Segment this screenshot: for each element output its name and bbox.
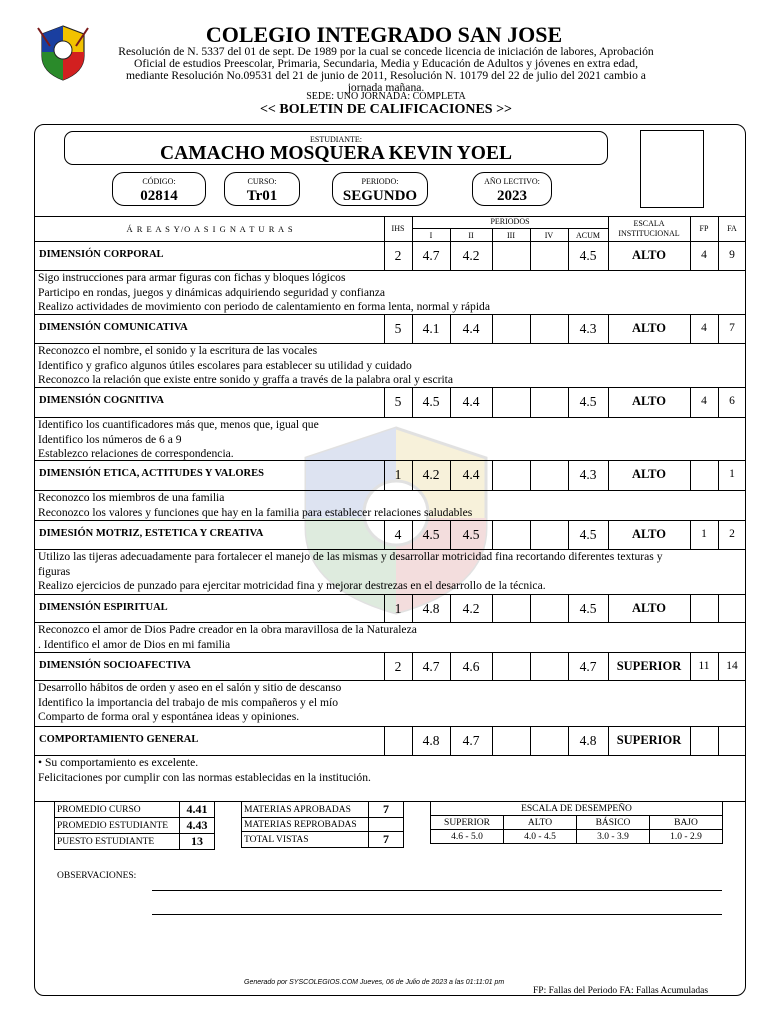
photo-placeholder bbox=[640, 130, 704, 208]
p4-header: IV bbox=[544, 231, 554, 240]
curso-value: Tr01 bbox=[246, 188, 278, 204]
column-divider bbox=[530, 241, 531, 270]
dimension-name: DIMENSIÓN ETICA, ACTITUDES Y VALORES bbox=[39, 468, 264, 479]
table-row bbox=[431, 816, 723, 830]
period-1-grade: 4.7 bbox=[422, 248, 440, 263]
escala-level: SUPERIOR bbox=[431, 816, 504, 830]
observaciones-line bbox=[152, 890, 722, 891]
dimension-name: DIMENSIÓN COMUNICATIVA bbox=[39, 322, 188, 333]
table-row bbox=[242, 832, 404, 848]
promedio-curso-value: 4.41 bbox=[180, 802, 215, 818]
p3-header: III bbox=[507, 231, 515, 240]
period-2-grade: 4.7 bbox=[462, 733, 480, 748]
aprobadas-label: MATERIAS APROBADAS bbox=[242, 802, 369, 818]
dimension-name: DIMENSIÓN CORPORAL bbox=[39, 249, 164, 260]
escala-range: 4.6 - 5.0 bbox=[431, 830, 504, 844]
escala-value: ALTO bbox=[631, 394, 667, 408]
ihs-value: 4 bbox=[394, 527, 402, 542]
acum-grade: 4.3 bbox=[579, 321, 597, 336]
competency-line: Reconozco los valores y funciones que hay en la familia para establecer relaciones saludables bbox=[38, 505, 473, 519]
competency-line: Reconozco el amor de Dios Padre creador en la obra maravillosa de la Naturaleza bbox=[38, 623, 417, 636]
period-2-grade: 4.4 bbox=[462, 467, 480, 482]
column-divider bbox=[530, 387, 531, 417]
report-title: << BOLETIN DE CALIFICACIONES >> bbox=[259, 102, 513, 117]
acum-grade: 4.5 bbox=[579, 527, 597, 542]
escala-value: ALTO bbox=[631, 321, 667, 335]
competency-line: Comparto de forma oral y espontánea ideas y opiniones. bbox=[38, 710, 300, 724]
ihs-value: 1 bbox=[394, 467, 402, 482]
acum-grade: 4.5 bbox=[579, 601, 597, 616]
periodo-value: SEGUNDO bbox=[342, 188, 418, 204]
column-divider bbox=[492, 520, 493, 549]
column-divider bbox=[492, 314, 493, 343]
competency-line: . Identifico el amor de Dios en mi familia bbox=[38, 637, 231, 651]
resolution-line: Resolución de N. 5337 del 01 de sept. De 1989 por la cual se concede licencia de iniciación de labores, Aprobación bbox=[118, 45, 654, 58]
reprobadas-value bbox=[369, 818, 404, 832]
period-2-grade: 4.6 bbox=[462, 659, 480, 674]
competency-line: • Su comportamiento es excelente. bbox=[38, 756, 199, 769]
dimension-name: DIMENSIÓN SOCIOAFECTIVA bbox=[39, 660, 191, 671]
column-divider bbox=[530, 228, 531, 241]
promedio-estudiante-label: PROMEDIO ESTUDIANTE bbox=[55, 818, 180, 834]
vistas-label: TOTAL VISTAS bbox=[242, 832, 369, 848]
period-2-grade: 4.5 bbox=[462, 527, 480, 542]
column-divider bbox=[718, 726, 719, 755]
codigo-label: CÓDIGO: bbox=[142, 177, 176, 186]
column-divider bbox=[492, 726, 493, 755]
column-divider bbox=[530, 652, 531, 680]
period-1-grade: 4.8 bbox=[422, 733, 440, 748]
period-1-grade: 4.2 bbox=[422, 467, 440, 482]
fp-value: 4 bbox=[701, 322, 707, 334]
escala-value: SUPERIOR bbox=[616, 659, 682, 673]
escala-level: BAJO bbox=[650, 816, 723, 830]
acum-grade: 4.8 bbox=[579, 733, 597, 748]
periodos-header: PERIODOS bbox=[490, 217, 530, 226]
fa-value: 6 bbox=[729, 395, 735, 407]
escala-header-line: INSTITUCIONAL bbox=[618, 229, 680, 238]
generated-note: Generado por SYSCOLEGIOS.COM Jueves, 06 de Julio de 2023 a las 01:11:01 pm bbox=[244, 979, 505, 986]
competency-line: Realizo actividades de movimiento con periodo de calentamiento en forma lenta, normal y rápida bbox=[38, 300, 490, 314]
ihs-value: 5 bbox=[394, 321, 402, 336]
competency-line: Reconozco la relación que existe entre sonido y graffa a través de la palabra oral y escrita bbox=[38, 373, 454, 387]
column-divider bbox=[492, 387, 493, 417]
period-2-grade: 4.4 bbox=[462, 394, 480, 409]
areas-header: Á R E A S Y/O A S I G N A T U R A S bbox=[126, 224, 294, 234]
escala-value: ALTO bbox=[631, 527, 667, 541]
column-divider bbox=[690, 460, 691, 490]
period-1-grade: 4.5 bbox=[422, 394, 440, 409]
competency-line: Identifico los cuantificadores más que, menos que, igual que bbox=[38, 418, 319, 431]
materias-table bbox=[241, 801, 404, 848]
column-divider bbox=[568, 228, 569, 241]
acum-grade: 4.5 bbox=[579, 248, 597, 263]
escala-header bbox=[608, 219, 690, 239]
competency-line: Utilizo las tijeras adecuadamente para fortalecer el manejo de las mismas y desarrollar motricidad fina recortando diferentes texturas y bbox=[38, 550, 663, 563]
column-divider bbox=[690, 726, 691, 755]
puesto-value: 13 bbox=[180, 834, 215, 850]
aprobadas-value: 7 bbox=[369, 802, 404, 818]
column-divider bbox=[492, 460, 493, 490]
column-divider bbox=[608, 216, 609, 241]
ihs-value: 2 bbox=[394, 659, 402, 674]
column-divider bbox=[530, 314, 531, 343]
competency-line: Establezco relaciones de correspondencia. bbox=[38, 447, 234, 461]
anio-value: 2023 bbox=[497, 188, 527, 204]
column-divider bbox=[450, 228, 451, 241]
fp-value: 1 bbox=[701, 528, 707, 540]
average-table bbox=[54, 801, 215, 850]
table-row bbox=[55, 834, 215, 850]
column-divider bbox=[690, 594, 691, 622]
competency-line: Participo en rondas, juegos y dinámicas adquiriendo seguridad y confianza bbox=[38, 285, 386, 299]
fp-header: FP bbox=[699, 224, 709, 233]
table-row bbox=[55, 802, 215, 818]
competency-line: Sigo instrucciones para armar figuras con fichas y bloques lógicos bbox=[38, 271, 346, 284]
competency-line: Identifico la importancia del trabajo de mis compañeros y el mío bbox=[38, 695, 339, 709]
escala-level: BÁSICO bbox=[577, 816, 650, 830]
fp-value: 11 bbox=[698, 660, 710, 672]
period-1-grade: 4.7 bbox=[422, 659, 440, 674]
competency-line: Reconozco el nombre, el sonido y la escritura de las vocales bbox=[38, 344, 318, 357]
period-1-grade: 4.1 bbox=[422, 321, 440, 336]
period-2-grade: 4.4 bbox=[462, 321, 480, 336]
ihs-value: 5 bbox=[394, 394, 402, 409]
table-row bbox=[431, 830, 723, 844]
resolution-text bbox=[96, 46, 676, 94]
fa-value: 1 bbox=[729, 468, 735, 480]
period-2-grade: 4.2 bbox=[462, 601, 480, 616]
competency-line: Desarrollo hábitos de orden y aseo en el salón y sitio de descanso bbox=[38, 681, 342, 694]
row-divider bbox=[35, 726, 746, 727]
escala-value: ALTO bbox=[631, 601, 667, 615]
vistas-value: 7 bbox=[369, 832, 404, 848]
fallas-legend: FP: Fallas del Periodo FA: Fallas Acumuladas bbox=[533, 986, 709, 996]
acum-grade: 4.7 bbox=[579, 659, 597, 674]
dimension-name: DIMESIÓN MOTRIZ, ESTETICA Y CREATIVA bbox=[39, 528, 264, 539]
curso-pill bbox=[224, 172, 300, 206]
acum-grade: 4.5 bbox=[579, 394, 597, 409]
column-divider bbox=[384, 216, 385, 241]
codigo-value: 02814 bbox=[140, 188, 178, 204]
fa-value: 14 bbox=[726, 660, 738, 672]
sede-line: SEDE: UNO JORNADA: COMPLETA bbox=[306, 91, 466, 102]
escala-desempeno-table bbox=[430, 801, 723, 844]
resolution-line: mediante Resolución No.09531 del 21 de junio de 2011, Resolución N. 10179 del 22 de julio del 2021 cambio a bbox=[126, 69, 646, 82]
acum-grade: 4.3 bbox=[579, 467, 597, 482]
escala-range: 4.0 - 4.5 bbox=[504, 830, 577, 844]
codigo-pill bbox=[112, 172, 206, 206]
fa-value: 2 bbox=[729, 528, 735, 540]
acum-header: ACUM bbox=[575, 231, 600, 240]
dimension-name: COMPORTAMIENTO GENERAL bbox=[39, 734, 199, 745]
column-divider bbox=[530, 594, 531, 622]
table-row bbox=[55, 818, 215, 834]
escala-title: ESCALA DE DESEMPEÑO bbox=[431, 802, 723, 816]
fa-header: FA bbox=[727, 224, 737, 233]
periodo-pill bbox=[332, 172, 428, 206]
fa-value: 7 bbox=[729, 322, 735, 334]
school-name: COLEGIO INTEGRADO SAN JOSE bbox=[205, 22, 563, 47]
promedio-curso-label: PROMEDIO CURSO bbox=[55, 802, 180, 818]
observaciones-line bbox=[152, 914, 722, 915]
student-name: CAMACHO MOSQUERA KEVIN YOEL bbox=[160, 143, 512, 164]
escala-value: ALTO bbox=[631, 248, 667, 262]
promedio-estudiante-value: 4.43 bbox=[180, 818, 215, 834]
column-divider bbox=[718, 594, 719, 622]
column-divider bbox=[718, 216, 719, 241]
competency-line: Felicitaciones por cumplir con las normas establecidas en la institución. bbox=[38, 770, 371, 784]
escala-level: ALTO bbox=[504, 816, 577, 830]
p1-header: I bbox=[429, 231, 433, 240]
escala-range: 3.0 - 3.9 bbox=[577, 830, 650, 844]
reprobadas-label: MATERIAS REPROBADAS bbox=[242, 818, 369, 832]
escala-value: SUPERIOR bbox=[616, 733, 682, 747]
escala-range: 1.0 - 2.9 bbox=[650, 830, 723, 844]
table-row bbox=[242, 818, 404, 832]
resolution-line: Oficial de estudios Preescolar, Primaria, Secundaria, Media y Educación de Adultos y jóvenes en extra edad, bbox=[133, 57, 639, 70]
curso-label: CURSO: bbox=[247, 177, 277, 186]
column-divider bbox=[492, 652, 493, 680]
competency-line: Realizo ejercicios de punzado para ejercitar motricidad fina y mejorar destrezas en el desarrollo de la técnica. bbox=[38, 579, 546, 593]
table-row bbox=[242, 802, 404, 818]
competency-line: Identifico y grafico algunos útiles escolares para establecer su utilidad y cuidado bbox=[38, 358, 412, 372]
puesto-label: PUESTO ESTUDIANTE bbox=[55, 834, 180, 850]
p2-header: II bbox=[468, 231, 474, 240]
anio-pill bbox=[472, 172, 552, 206]
column-divider bbox=[492, 594, 493, 622]
dimension-name: DIMENSIÓN ESPIRITUAL bbox=[39, 602, 168, 613]
ihs-value: 2 bbox=[394, 248, 402, 263]
observaciones-label: OBSERVACIONES: bbox=[57, 871, 137, 881]
ihs-value: 1 bbox=[394, 601, 402, 616]
column-divider bbox=[492, 241, 493, 270]
period-1-grade: 4.8 bbox=[422, 601, 440, 616]
column-divider bbox=[690, 216, 691, 241]
column-divider bbox=[412, 216, 413, 241]
column-divider bbox=[384, 726, 385, 755]
competency-line: Identifico los números de 6 a 9 bbox=[38, 432, 182, 446]
period-1-grade: 4.5 bbox=[422, 527, 440, 542]
resolution-line: jornada mañana. bbox=[347, 81, 425, 94]
fp-value: 4 bbox=[701, 395, 707, 407]
periodo-label: PERIODO: bbox=[361, 177, 399, 186]
fp-value: 4 bbox=[701, 249, 707, 261]
student-label: ESTUDIANTE: bbox=[310, 135, 362, 144]
column-divider bbox=[530, 460, 531, 490]
competency-line: figuras bbox=[38, 564, 71, 578]
fa-value: 9 bbox=[729, 249, 735, 261]
school-crest-icon bbox=[36, 22, 90, 84]
dimension-name: DIMENSIÓN COGNITIVA bbox=[39, 395, 164, 406]
period-2-grade: 4.2 bbox=[462, 248, 480, 263]
escala-value: ALTO bbox=[631, 467, 667, 481]
escala-header-line: ESCALA bbox=[633, 219, 665, 228]
column-divider bbox=[530, 520, 531, 549]
column-divider bbox=[492, 228, 493, 241]
row-divider bbox=[35, 594, 746, 595]
ihs-header: IHS bbox=[391, 224, 405, 233]
column-divider bbox=[530, 726, 531, 755]
competency-line: Reconozco los miembros de una familia bbox=[38, 491, 225, 504]
table-row bbox=[431, 802, 723, 816]
anio-label: AÑO LECTIVO: bbox=[484, 177, 540, 186]
